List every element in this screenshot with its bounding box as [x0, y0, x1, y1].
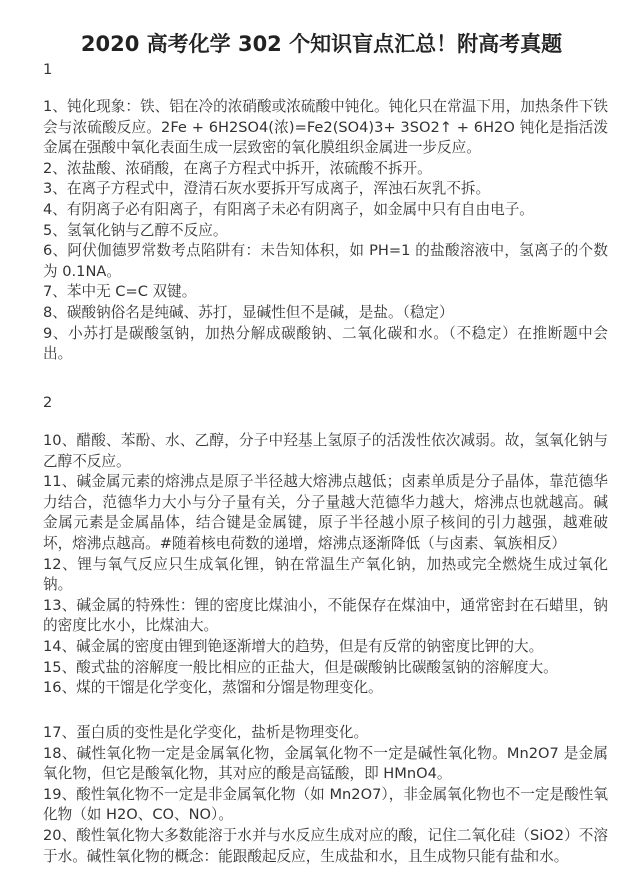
knowledge-point: 9、小苏打是碳酸氢钠，加热分解成碳酸钠、二氧化碳和水。（不稳定）在推断题中会出。: [43, 324, 608, 363]
knowledge-point: 13、碱金属的特殊性：锂的密度比煤油小，不能保存在煤油中，通常密封在石蜡里，钠的密度比水小，比煤油大。: [43, 596, 608, 635]
knowledge-point: 15、酸式盐的溶解度一般比相应的正盐大，但是碳酸钠比碳酸氢钠的溶解度大。: [43, 658, 558, 676]
knowledge-point: 16、煤的干馏是化学变化，蒸馏和分馏是物理变化。: [43, 679, 383, 697]
knowledge-point: 12、锂与氧气反应只生成氧化锂，钠在常温生产氧化钠，加热或完全燃烧生成过氧化钠。: [43, 555, 608, 594]
section-2-items-continued: [43, 723, 608, 867]
knowledge-point: 6、阿伏伽德罗常数考点陷阱有：未告知体积，如 PH=1 的盐酸溶液中，氢离子的个数为 0.1NA。: [43, 242, 608, 280]
knowledge-point: 20、酸性氧化物大多数能溶于水并与水反应生成对应的酸，记住二氧化硅（SiO2）不溶于水。碱性氧化物的概念：能跟酸起反应，生成盐和水，且生成物只能有盐和水。: [43, 826, 608, 865]
knowledge-point: 17、蛋白质的变性是化学变化，盐析是物理变化。: [43, 724, 369, 741]
knowledge-point: 5、氢氧化钠与乙醇不反应。: [43, 221, 228, 239]
article-title: 2020 高考化学 302 个知识盲点汇总！附高考真题: [80, 32, 563, 57]
knowledge-point: 2、浓盐酸、浓硝酸，在离子方程式中拆开，浓硫酸不拆开。: [43, 159, 432, 177]
section-heading-2: 2: [43, 394, 53, 411]
knowledge-point: 10、醋酸、苯酚、水、乙醇，分子中羟基上氢原子的活泼性依次减弱。故，氢氧化钠与乙醇不反应。: [43, 432, 608, 470]
knowledge-point: 7、苯中无 C=C 双键。: [43, 283, 197, 301]
knowledge-point: 3、在离子方程式中，澄清石灰水要拆开写成离子，浑浊石灰乳不拆。: [43, 180, 491, 198]
knowledge-point: 8、碳酸钠俗名是纯碱、苏打，显碱性但不是碱，是盐。（稳定）: [43, 303, 454, 321]
knowledge-point: 18、碱性氧化物一定是金属氧化物，金属氧化物不一定是碱性氧化物。Mn2O7 是金属氧化物，但它是酸氧化物，其对应的酸是高锰酸，即 HMnO4。: [43, 744, 608, 783]
knowledge-point: 1、钝化现象：铁、铝在冷的浓硝酸或浓硫酸中钝化。钝化只在常温下用，加热条件下铁会与浓硫酸反应。2Fe + 6H2SO4(浓)=Fe2(SO4)3+ 3SO2↑ + 6H2O 钝化是指活泼金属在强酸中氧化表面生成一层致密的氧化膜组织金属进一步反应。: [43, 98, 608, 157]
knowledge-point: 19、酸性氧化物不一定是非金属氧化物（如 Mn2O7），非金属氧化物也不一定是酸性氧化物（如 H2O、CO、NO）。: [43, 785, 608, 824]
section-1-items: [43, 97, 608, 365]
knowledge-point: 4、有阴离子必有阳离子，有阳离子未必有阴离子，如金属中只有自由电子。: [43, 200, 534, 218]
knowledge-point: 11、碱金属元素的熔沸点是原子半径越大熔沸点越低；卤素单质是分子晶体，靠范德华力结合，范德华力大小与分子量有关，分子量越大范德华力越大，熔沸点也就越高。碱金属元素是金属晶体，结合键是金属键，原子半径越小原子核间的引力越强，越难破坏，熔沸点越高。#随着核电荷数的递增，熔沸点逐渐降低（与卤素、氧族相反）: [43, 473, 608, 552]
section-heading-1: 1: [43, 61, 53, 78]
knowledge-point: 14、碱金属的密度由锂到铯逐渐增大的趋势，但是有反常的钠密度比钾的大。: [43, 637, 544, 655]
section-2-items: [43, 431, 608, 699]
